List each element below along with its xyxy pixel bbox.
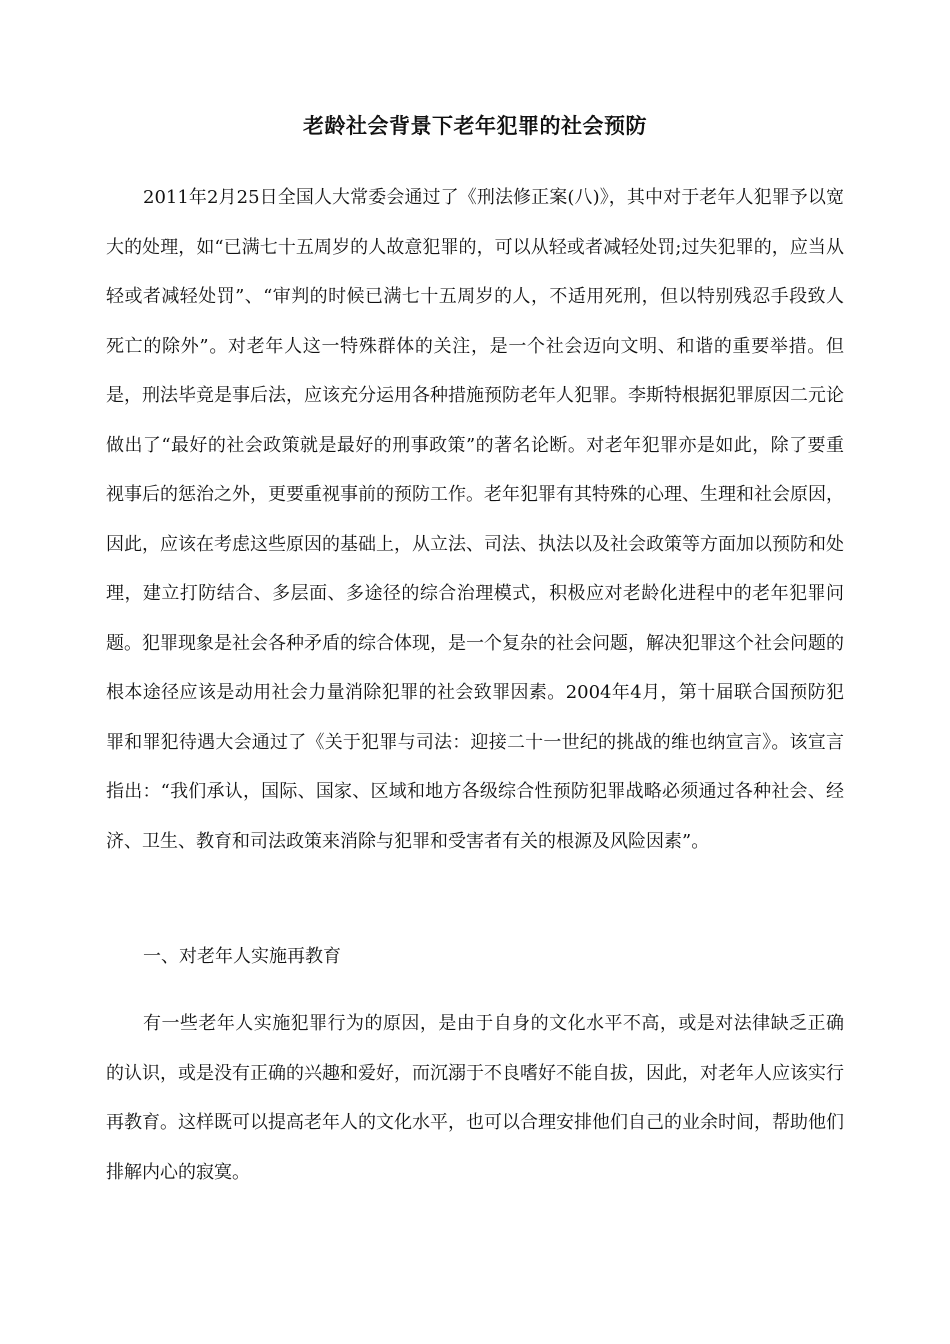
document-title: 老龄社会背景下老年犯罪的社会预防 (303, 113, 647, 138)
paragraph-intro: 2011年2月25日全国人大常委会通过了《刑法修正案(八)》，其中对于老年人犯罪予以宽大的处理，如“已满七十五周岁的人故意犯罪的，可以从轻或者减轻处罚;过失犯罪的，应当从轻或者减轻处罚”、“审判的时候已满七十五周岁的人，不适用死刑，但以特别残忍手段致人死亡的除外”。对老年人这一特殊群体的关注，是一个社会迈向文明、和谐的重要举措。但是，刑法毕竟是事后法，应该充分运用各种措施预防老年人犯罪。李斯特根据犯罪原因二元论做出了“最好的社会政策就是最好的刑事政策”的著名论断。对老年犯罪亦是如此，除了要重视事后的惩治之外，更要重视事前的预防工作。老年犯罪有其特殊的心理、生理和社会原因，因此，应该在考虑这些原因的基础上，从立法、司法、执法以及社会政策等方面加以预防和处理，建立打防结合、多层面、多途径的综合治理模式，积极应对老龄化进程中的老年犯罪问题。犯罪现象是社会各种矛盾的综合体现，是一个复杂的社会问题，解决犯罪这个社会问题的根本途径应该是动用社会力量消除犯罪的社会致罪因素。2004年4月，第十届联合国预防犯罪和罪犯待遇大会通过了《关于犯罪与司法：迎接二十一世纪的挑战的维也纳宣言》。该宣言指出：“我们承认，国际、国家、区域和地方各级综合性预防犯罪战略必须通过各种社会、经济、卫生、教育和司法政策来消除与犯罪和受害者有关的根源及风险因素”。 (106, 187, 844, 852)
paragraph-reeducation: 有一些老年人实施犯罪行为的原因，是由于自身的文化水平不高，或是对法律缺乏正确的认识，或是没有正确的兴趣和爱好，而沉溺于不良嗜好不能自拔，因此，对老年人应该实行再教育。这样既可以提高老年人的文化水平，也可以合理安排他们自己的业余时间，帮助他们排解内心的寂寞。 (106, 1013, 844, 1183)
section-heading: 一、对老年人实施再教育 (143, 946, 341, 967)
